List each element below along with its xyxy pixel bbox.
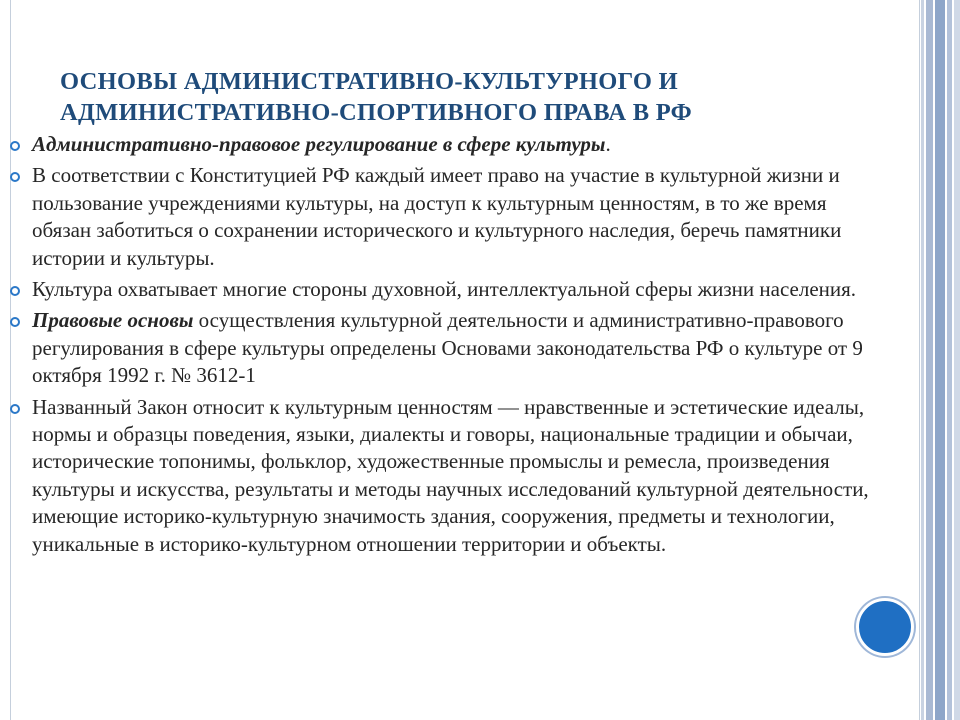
bullet-emphasis: Административно-правовое регулирование в сфере культуры (32, 132, 606, 156)
bullet-item-4 (32, 307, 872, 389)
bullet-text: . (605, 132, 611, 156)
bullet-text: осуществления культурной деятельности и административно-правового регулирования в сфере культуры определены Основами законодательства РФ о культуре от 9 октября 1992 г. № 3612-1 (32, 308, 863, 388)
bullet-list (32, 131, 872, 562)
slide-title (60, 66, 880, 128)
decorative-stripe (947, 0, 952, 720)
decorative-stripe (921, 0, 924, 720)
decorative-stripe (935, 0, 945, 720)
circle-bullet-icon (10, 141, 20, 151)
bullet-text: Культура охватывает многие стороны духовной, интеллектуальной сферы жизни населения. (32, 277, 857, 302)
bullet-item-5 (32, 394, 872, 558)
circle-bullet-icon (10, 404, 20, 414)
bullet-text: Названный Закон относит к культурным ценностям — нравственные и эстетические идеалы, нормы и образцы поведения, языки, диалекты и говоры, национальные традиции и обычаи, исторические топонимы, фольклор, художественные промыслы и ремесла, произведения культуры и искусства, результаты и методы научных исследований культурной деятельности, имеющие историко-культурную значимость здания, сооружения, предметы и технологии, уникальные в историко-культурном отношении территории и объекты. (32, 394, 869, 556)
bullet-item-3 (32, 276, 872, 303)
decorative-circle-icon (856, 598, 914, 656)
decorative-stripe (954, 0, 960, 720)
decorative-stripe (926, 0, 933, 720)
slide-title-line-2: АДМИНИСТРАТИВНО-СПОРТИВНОГО ПРАВА В РФ (60, 99, 692, 126)
bullet-emphasis: Правовые основы (32, 308, 194, 333)
bullet-item-2 (32, 162, 872, 272)
bullet-item-1 (32, 131, 872, 158)
bullet-text: В соответствии с Конституцией РФ каждый имеет право на участие в культурной жизни и пользование учреждениями культуры, на доступ к культурным ценностям, в то же время обязан заботиться о сохранении исторического и культурного наследия, беречь памятники истории и культуры. (32, 163, 842, 270)
circle-bullet-icon (10, 286, 20, 296)
slide-title-line-1: ОСНОВЫ АДМИНИСТРАТИВНО-КУЛЬТУРНОГО И (60, 68, 678, 95)
